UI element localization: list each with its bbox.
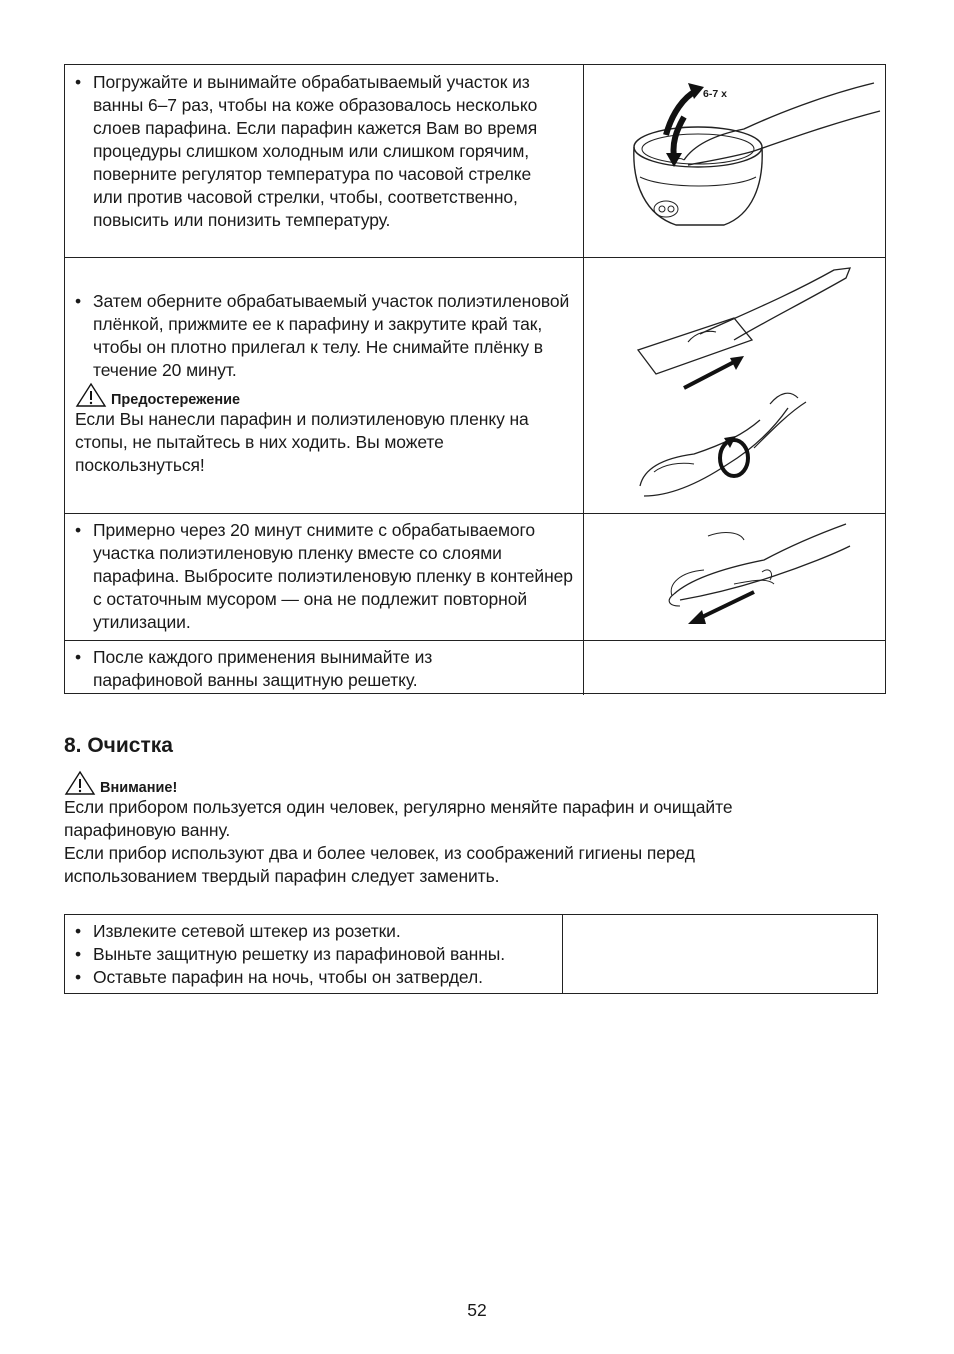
foil-wrap-icon (584, 258, 886, 513)
warning-block (75, 382, 555, 477)
figure-wrap-foil-illustration (584, 258, 885, 513)
cleaning-paragraph: Если прибор используют два и более человек, из соображений гигиены перед использованием твердый парафин следует заменить. (64, 843, 695, 886)
cleaning-warning (64, 770, 824, 888)
list-item: • Выньте защитную решетку из парафиновой ванны. (75, 944, 506, 964)
dip-count-label: 6-7 x (703, 88, 727, 100)
paraffin-bath-icon (584, 65, 886, 257)
list-item: • Извлеките сетевой штекер из розетки. (75, 921, 401, 941)
instruction-table (64, 64, 886, 694)
step-text: • Затем оберните обрабатываемый участок полиэтиленовой плёнкой, прижмите ее к парафину и закрутите край так, чтобы он плотно прилегал к телу. Не снимайте плёнку в течение 20 минут. (75, 291, 570, 380)
step-text: • Погружайте и вынимайте обрабатываемый участок из ванны 6–7 раз, чтобы на коже образовалось несколько слоев парафина. Если парафин кажется Вам во время процедуры слишком холодным или слишком горячим, поверните регулятор температура по часовой стрелке или против часовой стрелки, чтобы, соответственно, повысить или понизить температуру. (75, 72, 538, 230)
table-row (65, 65, 885, 258)
table-row (65, 258, 885, 514)
cleaning-steps-table (64, 914, 878, 994)
section-title: 8. Очистка (64, 734, 173, 757)
warning-text: Если Вы нанесли парафин и полиэтиленовую пленку на стопы, не пытайтесь в них ходить. Вы можете поскользнуться! (75, 409, 529, 475)
table-row (65, 514, 885, 641)
table-row (65, 641, 885, 695)
step-text: • Примерно через 20 минут снимите с обрабатываемого участка полиэтиленовую пленку вместе со слоями парафина. Выбросите полиэтиленовую пленку в контейнер с остаточным мусором — она не подлежит повторной утилизации. (75, 520, 573, 632)
warning-title: Предостережение (111, 392, 241, 408)
warning-triangle-icon (75, 382, 107, 408)
cleaning-paragraph: Если прибором пользуется один человек, регулярно меняйте парафин и очищайте парафиновую ванну. (64, 797, 733, 840)
remove-foil-icon (584, 514, 886, 640)
warning-triangle-icon (64, 770, 96, 796)
list-item: • Оставьте парафин на ночь, чтобы он затвердел. (75, 967, 483, 987)
figure-remove-foil-illustration (584, 514, 885, 640)
figure-dip-hand-illustration (584, 65, 885, 257)
warning-title: Внимание! (100, 780, 178, 796)
page-number: 52 (467, 1300, 487, 1320)
step-text: • После каждого применения вынимайте из парафиновой ванны защитную решетку. (75, 647, 433, 690)
